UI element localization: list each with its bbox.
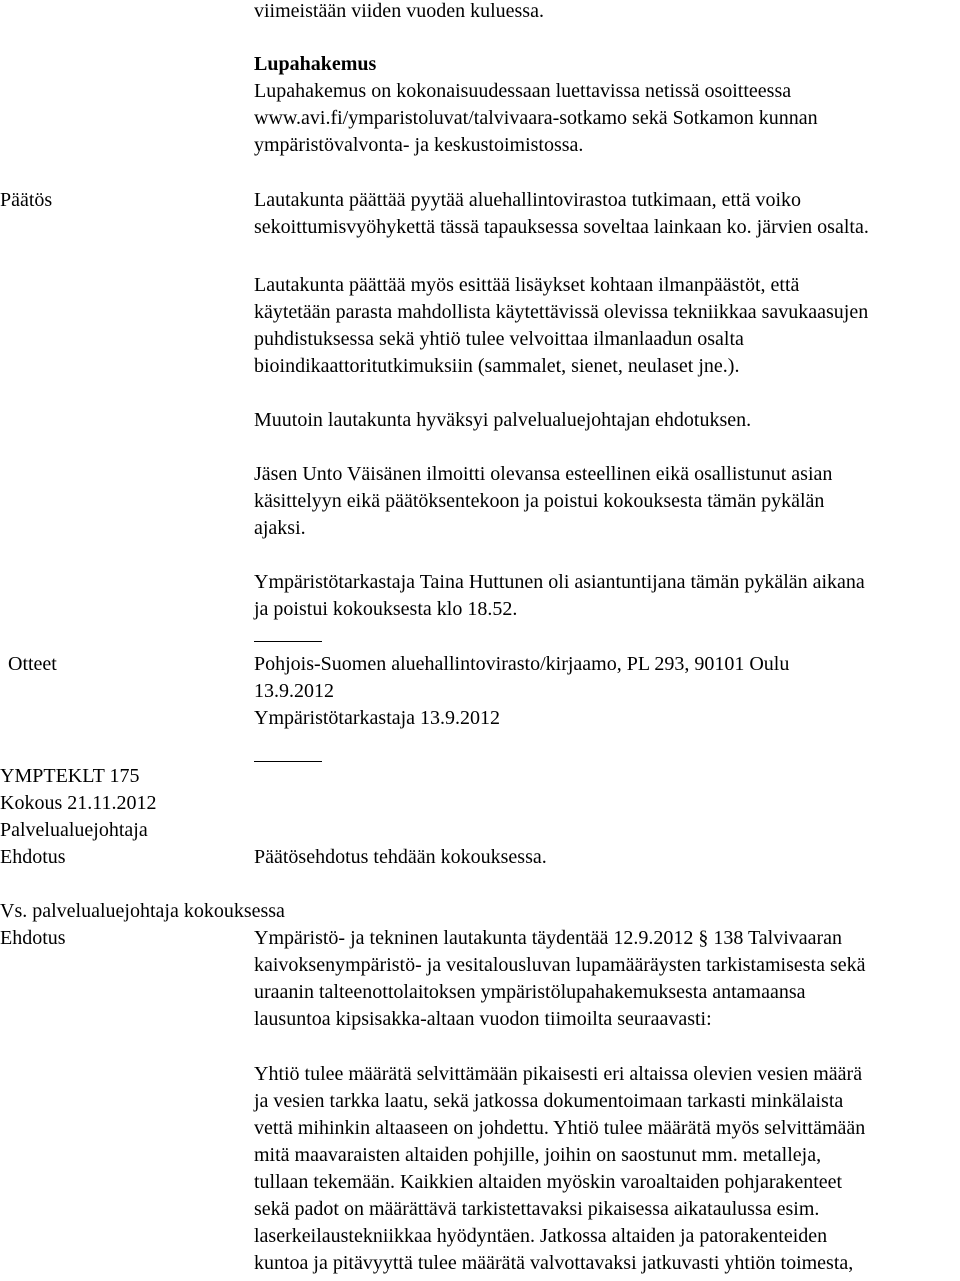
recipient-line: Pohjois-Suomen aluehallintovirasto/kirjaamo, PL 293, 90101 Oulu xyxy=(254,653,790,675)
paragraph-line: kaivoksenympäristö- ja vesitalousluvan lupamääräysten tarkistamisesta sekä xyxy=(254,954,866,976)
otteet-label: Otteet xyxy=(8,653,57,675)
paragraph-line: uraanin talteenottolaitoksen ympäristölupahakemuksesta antamaansa xyxy=(254,981,806,1003)
paragraph-line: sekä padot on määrättävä tarkistettavaksi pikaisessa aikataulussa esim. xyxy=(254,1198,820,1220)
paragraph-line: puhdistuksessa sekä yhtiö tulee velvoittaa ilmanlaadun osalta xyxy=(254,328,744,350)
continued-text: viimeistään viiden vuoden kuluessa. xyxy=(254,0,544,22)
paragraph-line: Lautakunta päättää myös esittää lisäykset kohtaan ilmanpäästöt, että xyxy=(254,274,800,296)
meeting-label-line: Palvelualuejohtaja xyxy=(0,819,148,841)
paatos-paragraph-4 xyxy=(254,461,832,542)
paragraph-line: ympäristövalvonta- ja keskustoimistossa. xyxy=(254,134,584,156)
otteet-recipients xyxy=(254,651,789,732)
recipient-line: Ympäristötarkastaja 13.9.2012 xyxy=(254,707,501,729)
separator-line xyxy=(254,641,322,642)
paragraph-line: Ympäristö- ja tekninen lautakunta täydentää 12.9.2012 § 138 Talvivaaran xyxy=(254,927,843,949)
paragraph-line: ja poistui kokouksesta klo 18.52. xyxy=(254,598,518,620)
paatos-paragraph-1 xyxy=(254,187,869,241)
meeting-proposal-text: Päätösehdotus tehdään kokouksessa. xyxy=(254,846,547,868)
paragraph-line: ajaksi. xyxy=(254,517,306,539)
lupahakemus-paragraph xyxy=(254,78,818,159)
paragraph-line: www.avi.fi/ymparistoluvat/talvivaara-sotkamo sekä Sotkamon kunnan xyxy=(254,107,818,129)
paragraph-line: tullaan tekemään. Kaikkien altaiden myöskin varoaltaiden pohjarakenteet xyxy=(254,1171,843,1193)
paragraph-line: mitä maavaraisten altaiden pohjille, joihin on saostunut mm. metalleja, xyxy=(254,1144,822,1166)
meeting-label-line: YMPTEKLT 175 xyxy=(0,765,140,787)
paragraph-line: kuntoa ja pitävyyttä tulee määrätä valvottavaksi jatkuvasti yhtiön toimesta, xyxy=(254,1252,854,1274)
paatos-label: Päätös xyxy=(0,189,53,211)
vs-paragraph-2 xyxy=(254,1061,865,1277)
paatos-paragraph-3: Muutoin lautakunta hyväksyi palvelualuejohtajan ehdotuksen. xyxy=(254,409,752,431)
meeting-label xyxy=(0,763,156,871)
paragraph-line: Lupahakemus on kokonaisuudessaan luettavissa netissä osoitteessa xyxy=(254,80,792,102)
vs-paragraph-1 xyxy=(254,925,866,1033)
paragraph-line: Ympäristötarkastaja Taina Huttunen oli asiantuntijana tämän pykälän aikana xyxy=(254,571,865,593)
paragraph-line: laserkeilaustekniikkaa hyödyntäen. Jatkossa altaiden ja patorakenteiden xyxy=(254,1225,828,1247)
paragraph-line: lausuntoa kipsisakka-altaan vuodon tiimoilta seuraavasti: xyxy=(254,1008,712,1030)
paragraph-line: vettä mihinkin altaaseen on johdettu. Yhtiö tulee määrätä myös selvittämään xyxy=(254,1117,866,1139)
recipient-line: 13.9.2012 xyxy=(254,680,334,702)
paragraph-line: ja vesien tarkka laatu, sekä jatkossa dokumentoimaan tarkasti minkälaista xyxy=(254,1090,844,1112)
paragraph-line: bioindikaattoritutkimuksiin (sammalet, sienet, neulaset jne.). xyxy=(254,355,740,377)
paatos-paragraph-2 xyxy=(254,272,868,380)
separator-line xyxy=(254,761,322,762)
meeting-label-line: Kokous 21.11.2012 xyxy=(0,792,157,814)
meeting-label-line: Ehdotus xyxy=(0,846,66,868)
paragraph-line: sekoittumisvyöhykettä tässä tapauksessa soveltaa lainkaan ko. järvien osalta. xyxy=(254,216,869,238)
paragraph-line: käytetään parasta mahdollista käytettävissä olevissa tekniikkaa savukaasujen xyxy=(254,301,869,323)
paragraph-line: Yhtiö tulee määrätä selvittämään pikaisesti eri altaissa olevien vesien määrä xyxy=(254,1063,863,1085)
paragraph-line: Lautakunta päättää pyytää aluehallintovirastoa tutkimaan, että voiko xyxy=(254,189,802,211)
vs-heading: Vs. palvelualuejohtaja kokouksessa xyxy=(0,900,285,922)
paatos-paragraph-5 xyxy=(254,569,865,623)
paragraph-line: käsittelyyn eikä päätöksentekoon ja poistui kokouksesta tämän pykälän xyxy=(254,490,825,512)
lupahakemus-heading: Lupahakemus xyxy=(254,53,377,75)
vs-ehdotus-label: Ehdotus xyxy=(0,927,66,949)
paragraph-line: Jäsen Unto Väisänen ilmoitti olevansa esteellinen eikä osallistunut asian xyxy=(254,463,833,485)
